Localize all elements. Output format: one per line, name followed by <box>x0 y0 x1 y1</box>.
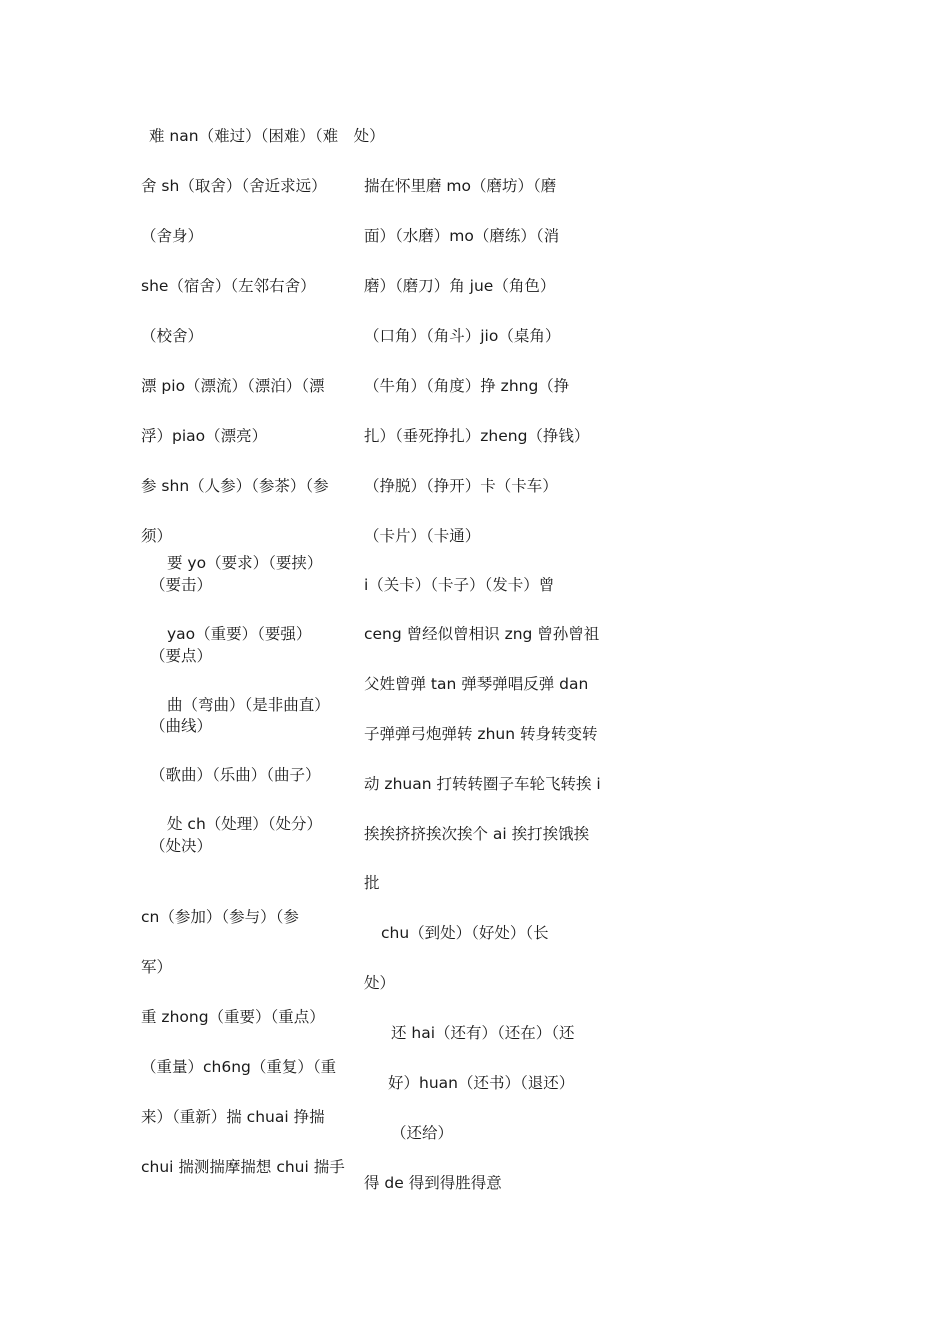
right-line: 批 <box>364 874 380 892</box>
right-line: 父姓曾弹 tan 弹琴弹唱反弹 dan <box>364 675 589 693</box>
right-line: 挨挨挤挤挨次挨个 ai 挨打挨饿挨 <box>364 825 590 843</box>
left-line: （处决） <box>150 837 213 855</box>
right-line: 揣在怀里磨 mo（磨坊）（磨 <box>364 177 557 195</box>
right-line: 得 de 得到得胜得意 <box>364 1174 502 1192</box>
right-line: 处） <box>364 974 396 992</box>
left-line: 要 yo（要求）（要挟） <box>167 554 323 572</box>
left-line: （要点） <box>150 647 213 665</box>
right-line: 好）huan（还书）（退还） <box>388 1074 575 1092</box>
left-line: （歌曲）（乐曲）（曲子） <box>150 766 321 784</box>
right-line: 面）（水磨）mo（磨练）（消 <box>364 227 560 245</box>
right-line: i（关卡）（卡子）（发卡）曾 <box>364 576 555 594</box>
left-line: cn（参加）（参与）（参 <box>141 908 299 926</box>
left-line: （要击） <box>150 576 213 594</box>
left-line: 处 ch（处理）（处分） <box>167 815 323 833</box>
left-line: 漂 pio（漂流）（漂泊）（漂 <box>141 377 325 395</box>
right-line: 磨）（磨刀）角 jue（角色） <box>364 277 556 295</box>
left-line: 重 zhong（重要）（重点） <box>141 1008 325 1026</box>
right-line: （口角）（角斗）jio（桌角） <box>364 327 561 345</box>
right-line: （挣脱）（挣开）卡（卡车） <box>364 477 558 495</box>
right-line: （卡片）（卡通） <box>364 527 481 545</box>
right-line: 动 zhuan 打转转圈子车轮飞转挨 i <box>364 775 601 793</box>
left-line: chui 揣测揣摩揣想 chui 揣手 <box>141 1158 345 1176</box>
left-line: 舍 sh（取舍）（舍近求远） <box>141 177 327 195</box>
right-line: （牛角）（角度）挣 zhng（挣 <box>364 377 570 395</box>
left-line: 军） <box>141 958 173 976</box>
right-line: 还 hai（还有）（还在）（还 <box>391 1024 575 1042</box>
left-line: 须） <box>141 527 173 545</box>
left-line: 来）（重新）揣 chuai 挣揣 <box>141 1108 325 1126</box>
right-line: ceng 曾经似曾相识 zng 曾孙曾祖 <box>364 625 600 643</box>
right-line: 子弹弹弓炮弹转 zhun 转身转变转 <box>364 725 598 743</box>
right-line: 扎）（垂死挣扎）zheng（挣钱） <box>364 427 590 445</box>
right-line: chu（到处）（好处）（长 <box>381 924 549 942</box>
left-line: 浮）piao（漂亮） <box>141 427 268 445</box>
left-line: she（宿舍）（左邻右舍） <box>141 277 316 295</box>
top-line: 难 nan（难过）（困难）（难 处） <box>149 127 385 145</box>
left-line: （舍身） <box>141 227 204 245</box>
left-line: yao（重要）（要强） <box>167 625 312 643</box>
left-line: （曲线） <box>150 717 213 735</box>
left-line: （校舍） <box>141 327 204 345</box>
left-line: 曲（弯曲）（是非曲直） <box>167 696 330 714</box>
right-line: （还给） <box>391 1124 454 1142</box>
left-line: 参 shn（人参）（参茶）（参 <box>141 477 329 495</box>
left-line: （重量）ch6ng（重复）（重 <box>141 1058 337 1076</box>
